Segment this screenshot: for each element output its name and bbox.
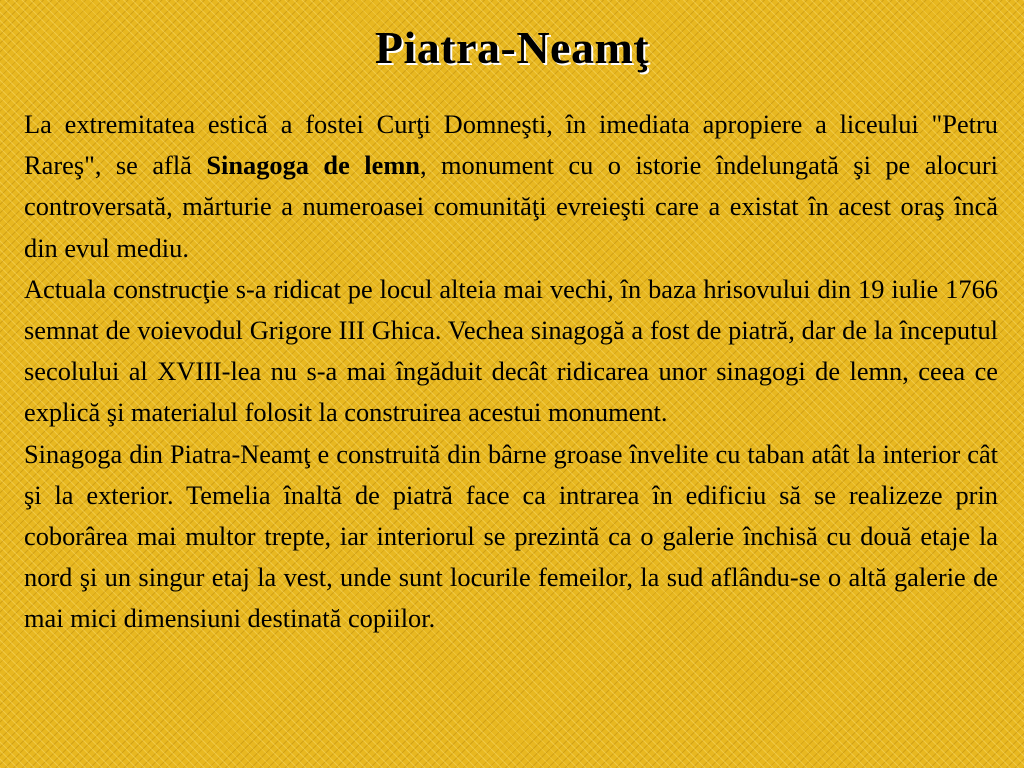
slide-title <box>0 18 1024 78</box>
paragraph-1-end: , monument cu o istorie îndelungată şi pe alocuri controversată, mărturie a numeroasei comunităţi evreieşti care a existat în acest oraş încă din evul mediu. <box>24 150 998 263</box>
paragraph-1-start: La extremitatea estică a fostei Curţi Domneşti, în imediata apropiere a liceului "Petru Rareş", se află <box>24 109 998 181</box>
paragraph-1-bold: Sinagoga de lemn <box>206 150 420 181</box>
title-text: Piatra-Neamţ <box>374 22 650 73</box>
paragraph-2: Actuala construcţie s-a ridicat pe locul alteia mai vechi, în baza hrisovului din 19 iulie 1766 semnat de voievodul Grigore III Ghica. Vechea sinagogă a fost de piatră, dar de la începutul secolului al XVIII-lea nu s-a mai îngăduit decât ridicarea unor sinagogi de lemn, ceea ce explică şi materialul folosit la construirea acestui monument. <box>24 273 998 428</box>
paragraph-1 <box>24 104 998 269</box>
slide-body <box>24 104 998 640</box>
paragraph-3: Sinagoga din Piatra-Neamţ e construită din bârne groase învelite cu taban atât la interior cât şi la exterior. Temelia înaltă de piatră face ca intrarea în edificiu să se realizeze prin coborârea mai multor trepte, iar interiorul se prezintă ca o galerie închisă cu două etaje la nord şi un singur etaj la vest, unde sunt locurile femeilor, la sud aflându-se o altă galerie de mai mici dimensiuni destinată copiilor. <box>24 438 998 634</box>
